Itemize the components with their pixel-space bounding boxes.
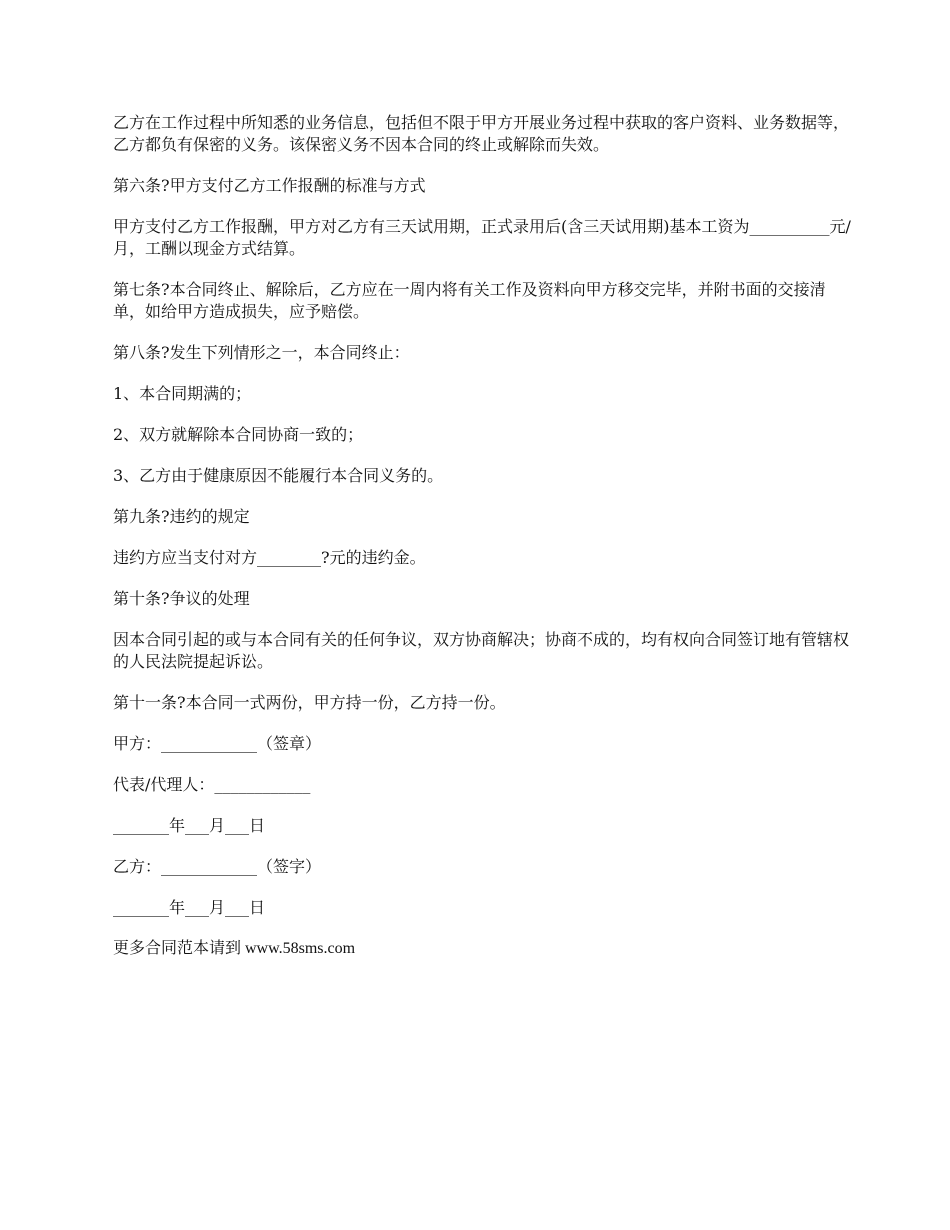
article-9-text: 违约方应当支付对方________?元的违约金。 xyxy=(113,548,426,567)
article-9-heading: 第九条?违约的规定 xyxy=(113,507,250,526)
article-11-text: 第十一条?本合同一式两份，甲方持一份，乙方持一份。 xyxy=(113,693,506,712)
footer-note: 更多合同范本请到 www.58sms.com xyxy=(113,940,356,957)
article-6-text: 甲方支付乙方工作报酬，甲方对乙方有三天试用期，正式录用后(含三天试用期)基本工资为__________元/月，工酬以现金方式结算。 xyxy=(113,217,851,258)
termination-item-3: 3、乙方由于健康原因不能履行本合同义务的。 xyxy=(113,466,444,485)
article-10-text: 因本合同引起的或与本合同有关的任何争议，双方协商解决；协商不成的，均有权向合同签订地有管辖权的人民法院提起诉讼。 xyxy=(113,630,850,671)
article-8-heading: 第八条?发生下列情形之一，本合同终止： xyxy=(113,343,410,362)
article-6-heading: 第六条?甲方支付乙方工作报酬的标准与方式 xyxy=(113,176,426,195)
termination-item-2: 2、双方就解除本合同协商一致的； xyxy=(113,425,364,444)
party-b-signature-line: 乙方：____________（签字） xyxy=(113,857,322,876)
party-a-date-line: _______年___月___日 xyxy=(113,816,266,835)
party-a-signature-line: 甲方：____________（签章） xyxy=(113,734,322,753)
article-10-heading: 第十条?争议的处理 xyxy=(113,589,250,608)
contract-body xyxy=(113,112,853,979)
confidentiality-clause: 乙方在工作过程中所知悉的业务信息，包括但不限于甲方开展业务过程中获取的客户资料、业务数据等，乙方都负有保密的义务。该保密义务不因本合同的终止或解除而失效。 xyxy=(113,113,850,154)
article-7-text: 第七条?本合同终止、解除后，乙方应在一周内将有关工作及资料向甲方移交完毕，并附书面的交接清单，如给甲方造成损失，应予赔偿。 xyxy=(113,280,826,321)
representative-signature-line: 代表/代理人：____________ xyxy=(113,775,311,794)
party-b-date-line: _______年___月___日 xyxy=(113,898,266,917)
termination-item-1: 1、本合同期满的； xyxy=(113,384,252,403)
